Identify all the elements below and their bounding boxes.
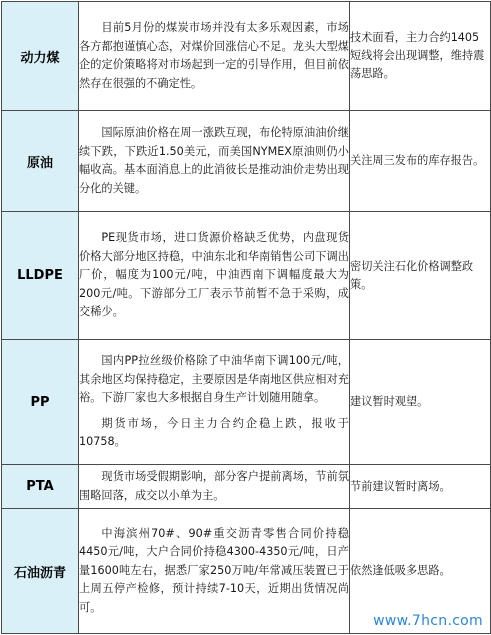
market-description [79, 509, 350, 634]
description-paragraph: 国内PP拉丝级价格除了中油华南下调100元/吨，其余地区均保持稳定，主要原因是华南地区供应相对充裕。下游厂家也大多根据自身生产计划随用随拿。 [79, 354, 349, 405]
commodity-name: 石油沥青 [2, 509, 79, 634]
trading-advice: 密切关注石化价格调整政策。 [350, 212, 491, 340]
commodity-name: 动力煤 [2, 2, 79, 111]
commodity-name: 原油 [2, 111, 79, 212]
site-watermark: www.7hcn.com [373, 613, 483, 629]
description-paragraph: 现货市场受假期影响，部分客户提前离场，节前氛围略回落，成交以小单为主。 [79, 470, 349, 502]
market-description [79, 2, 350, 111]
market-description [79, 111, 350, 212]
table-row [2, 2, 491, 111]
table-row [2, 212, 491, 340]
description-paragraph: 目前5月份的煤炭市场并没有太多乐观因素，市场各方都抱谨慎心态，对煤价回涨信心不足。龙头大型煤企的定价策略将对市场起到一定的引导作用，但目前依然存在很强的不确定性。 [79, 21, 349, 90]
market-description [79, 465, 350, 509]
table-row [2, 111, 491, 212]
commodity-name: PTA [2, 465, 79, 509]
table-row [2, 465, 491, 509]
commodity-name: PP [2, 340, 79, 465]
commodity-analysis-table [1, 1, 491, 634]
commodity-name: LLDPE [2, 212, 79, 340]
description-paragraph: 国际原油价格在周一涨跌互现，布伦特原油油价继续下跌，下跌近1.50美元，而美国NYMEX原油则仍小幅收高。基本面消息上的此消彼长是推动油价走势出现分化的关键。 [79, 126, 349, 195]
market-description [79, 340, 350, 465]
market-description [79, 212, 350, 340]
trading-advice: 依然逢低吸多思路。 [350, 509, 491, 634]
trading-advice: 建议暂时观望。 [350, 340, 491, 465]
trading-advice: 技术面看，主力合约1405短线将会出现调整，维持震荡思路。 [350, 2, 491, 111]
description-paragraph: 期货市场，今日主力合约企稳上跌，报收于10758。 [79, 416, 349, 449]
description-paragraph: 中海滨州70#、90#重交沥青零售合同价持稳4450元/吨，大户合同价持稳4300-4350元/吨，日产量1600吨左右，据悉厂家250万吨/年常减压装置已于上周五停产检修，预计持续7-10天，近期出货情况尚可。 [79, 526, 349, 614]
description-paragraph: PE现货市场，进口货源价格缺乏优势，内盘现货价格大部分地区持稳，中油东北和华南销售公司下调出厂价，幅度为100元/吨，中油西南下调幅度最大为200元/吨。下游部分工厂表示节前暂不急于采购，成交稀少。 [79, 231, 349, 319]
table-row [2, 340, 491, 465]
trading-advice: 关注周三发布的库存报告。 [350, 111, 491, 212]
trading-advice: 节前建议暂时离场。 [350, 465, 491, 509]
